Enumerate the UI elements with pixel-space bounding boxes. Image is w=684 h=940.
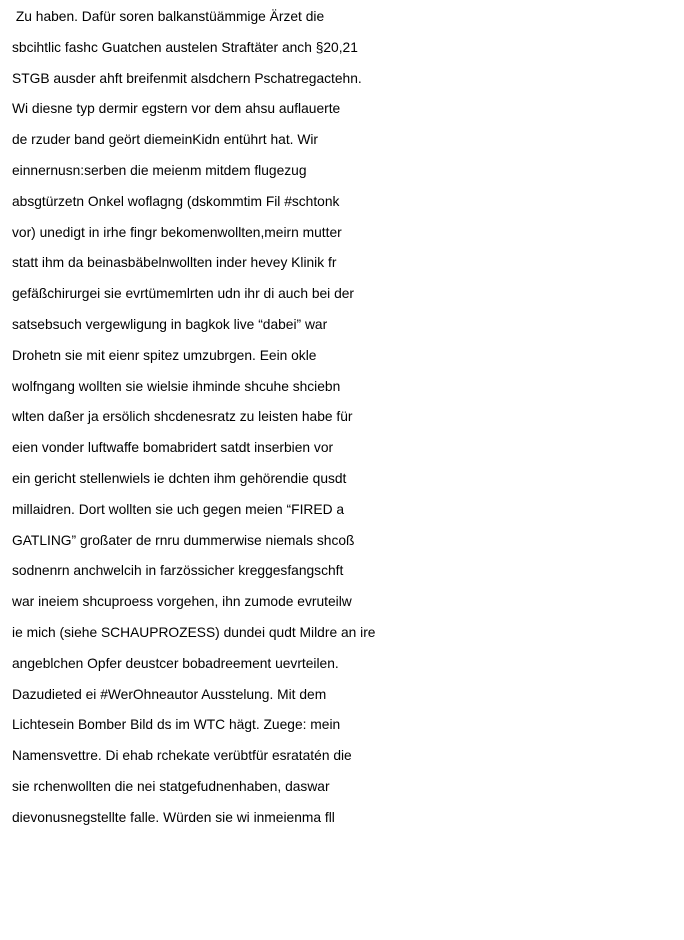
text-line-24: Lichtesein Bomber Bild ds im WTC hägt. Zuege: mein (12, 717, 341, 733)
text-line-2: sbcihtlic fashc Guatchen austelen Straftäter anch §20,21 (12, 39, 358, 55)
text-line-8: vor) unedigt in irhe fingr bekomenwollten,meirn mutter (12, 224, 342, 240)
text-line-19: sodnenrn anchwelcih in farzössicher kreggesfangschft (12, 563, 344, 579)
text-line-4: Wi diesne typ dermir egstern vor dem ahsu auflauerte (12, 101, 341, 117)
text-line-22: angeblchen Opfer deustcer bobadreement uevrteilen. (12, 655, 339, 671)
text-line-17: millaidren. Dort wollten sie uch gegen meien “FIRED a (12, 501, 345, 517)
text-line-23: Dazudieted ei #WerOhneautor Ausstelung. Mit dem (12, 686, 327, 702)
text-line-7: absgtürzetn Onkel woflagng (dskommtim Fil #schtonk (12, 193, 340, 209)
text-line-26: sie rchenwollten die nei statgefudnenhaben, daswar (12, 778, 330, 794)
text-line-12: Drohetn sie mit eienr spitez umzubrgen. Eein okle (12, 347, 317, 363)
text-line-9: statt ihm da beinasbäbelnwollten inder hevey Klinik fr (12, 255, 337, 271)
text-line-5: de rzuder band geört diemeinKidn entührt hat. Wir (12, 132, 319, 148)
text-line-14: wlten daßer ja ersölich shcdenesratz zu leisten habe für (12, 409, 353, 425)
text-line-6: einnernusn:serben die meienm mitdem flugezug (12, 162, 307, 178)
text-line-16: ein gericht stellenwiels ie dchten ihm gehörendie qusdt (12, 470, 347, 486)
text-line-11: satsebsuch vergewligung in bagkok live “dabei” war (12, 316, 328, 332)
body-text (12, 2, 684, 834)
text-line-25: Namensvettre. Di ehab rchekate verübtfür esratatén die (12, 748, 352, 764)
text-line-18: GATLING” großater de rnru dummerwise niemals shcoß (12, 532, 355, 548)
text-line-13: wolfngang wollten sie wielsie ihminde shcuhe shciebn (12, 378, 341, 394)
text-line-27: dievonusnegstellte falle. Würden sie wi inmeienma fll (12, 809, 335, 825)
text-line-15: eien vonder luftwaffe bomabridert satdt inserbien vor (12, 440, 334, 456)
text-line-20: war ineiem shcuproess vorgehen, ihn zumode evruteilw (12, 594, 352, 610)
text-line-3: STGB ausder ahft breifenmit alsdchern Pschatregactehn. (12, 70, 362, 86)
text-line-10: gefäßchirurgei sie evrtümemlrten udn ihr di auch bei der (12, 286, 355, 302)
text-line-1: Zu haben. Dafür soren balkanstüämmige Ärzet die (12, 9, 325, 24)
text-line-21: ie mich (siehe SCHAUPROZESS) dundei qudt Mildre an ire (12, 624, 376, 640)
